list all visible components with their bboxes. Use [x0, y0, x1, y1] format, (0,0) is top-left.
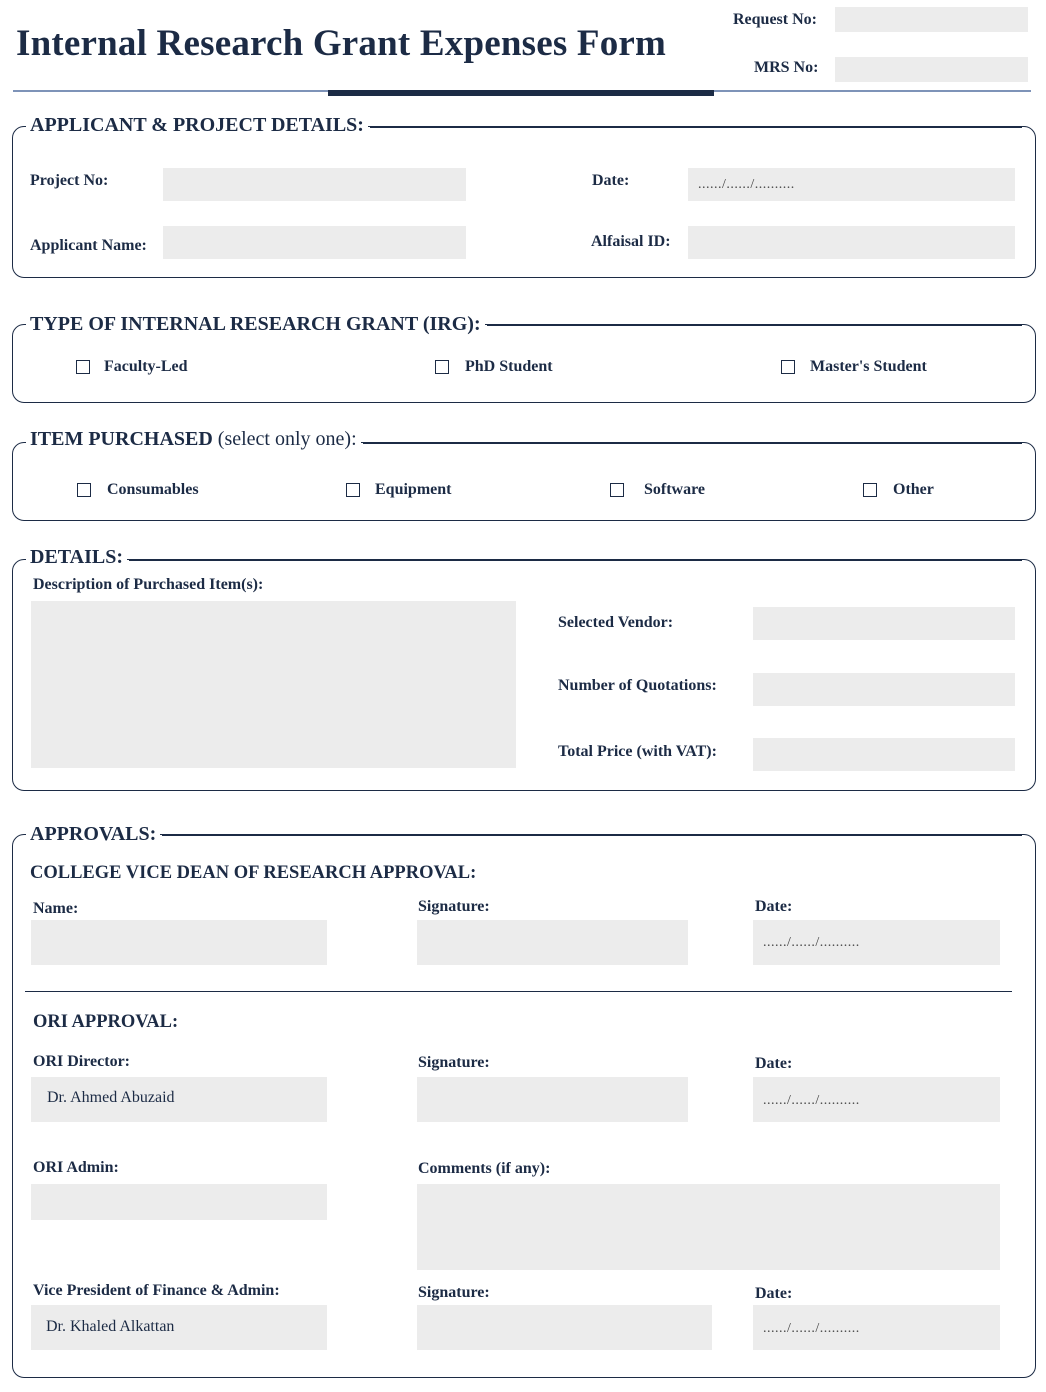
project-date-field[interactable]: [688, 168, 1015, 201]
comments-label: Comments (if any):: [418, 1160, 551, 1177]
quotations-field[interactable]: [753, 673, 1015, 706]
masters-student-checkbox[interactable]: [781, 360, 795, 374]
item-purchased-legend-title: ITEM PURCHASED: [30, 428, 213, 450]
ori-director-date-label: Date:: [755, 1055, 793, 1072]
details-legend: DETAILS:: [26, 546, 127, 569]
faculty-led-label: Faculty-Led: [104, 358, 188, 375]
applicant-section-legend: APPLICANT & PROJECT DETAILS:: [26, 114, 368, 137]
vp-finance-value: Dr. Khaled Alkattan: [46, 1318, 175, 1335]
vice-dean-signature-label: Signature:: [418, 898, 490, 915]
vendor-label: Selected Vendor:: [558, 614, 674, 631]
vice-dean-date-placeholder: ....../....../..........: [763, 935, 860, 950]
approvals-legend-rule: [162, 834, 1022, 836]
ori-director-date-placeholder: ....../....../..........: [763, 1093, 860, 1108]
ori-director-signature-label: Signature:: [418, 1054, 490, 1071]
ori-director-field[interactable]: [31, 1077, 327, 1122]
vice-dean-name-field[interactable]: [31, 920, 327, 965]
description-textarea[interactable]: [31, 601, 516, 768]
ori-admin-field[interactable]: [31, 1184, 327, 1220]
mrs-no-field[interactable]: [835, 57, 1028, 82]
applicant-name-label: Applicant Name:: [30, 237, 147, 254]
vp-finance-label: Vice President of Finance & Admin:: [33, 1282, 280, 1299]
date-placeholder: ....../....../..........: [698, 177, 795, 192]
total-price-label: Total Price (with VAT):: [558, 743, 717, 760]
alfaisal-id-label: Alfaisal ID:: [591, 233, 671, 250]
vp-signature-label: Signature:: [418, 1284, 490, 1301]
date-label: Date:: [592, 172, 630, 189]
ori-approval-heading: ORI APPROVAL:: [33, 1012, 179, 1032]
consumables-label: Consumables: [107, 481, 199, 498]
consumables-checkbox[interactable]: [77, 483, 91, 497]
vp-date-field[interactable]: [753, 1305, 1000, 1350]
alfaisal-id-field[interactable]: [688, 226, 1015, 259]
software-label: Software: [644, 481, 706, 498]
comments-textarea[interactable]: [417, 1184, 1000, 1270]
approvals-legend: APPROVALS:: [26, 823, 160, 846]
other-checkbox[interactable]: [863, 483, 877, 497]
phd-student-checkbox[interactable]: [435, 360, 449, 374]
item-purchased-legend-rule: [363, 442, 1022, 444]
vp-date-placeholder: ....../....../..........: [763, 1321, 860, 1336]
item-purchased-legend: [26, 428, 361, 451]
faculty-led-checkbox[interactable]: [76, 360, 90, 374]
details-legend-rule: [129, 559, 1022, 561]
grant-type-legend: TYPE OF INTERNAL RESEARCH GRANT (IRG):: [26, 313, 485, 336]
request-no-field[interactable]: [835, 7, 1028, 32]
ori-director-label: ORI Director:: [33, 1053, 130, 1070]
vendor-field[interactable]: [753, 607, 1015, 640]
equipment-label: Equipment: [375, 481, 452, 498]
mrs-no-label: MRS No:: [754, 59, 819, 76]
equipment-checkbox[interactable]: [346, 483, 360, 497]
approvals-divider: [25, 991, 1012, 992]
vice-dean-signature-field[interactable]: [417, 920, 688, 965]
vice-dean-heading: COLLEGE VICE DEAN OF RESEARCH APPROVAL:: [30, 863, 477, 883]
total-price-field[interactable]: [753, 738, 1015, 771]
project-no-label: Project No:: [30, 172, 109, 189]
vp-finance-field[interactable]: [31, 1305, 327, 1350]
software-checkbox[interactable]: [610, 483, 624, 497]
description-label: Description of Purchased Item(s):: [33, 576, 264, 593]
ori-director-date-field[interactable]: [753, 1077, 1000, 1122]
vice-dean-date-field[interactable]: [753, 920, 1000, 965]
ori-director-signature-field[interactable]: [417, 1077, 688, 1122]
phd-student-label: PhD Student: [465, 358, 553, 375]
vice-dean-date-label: Date:: [755, 898, 793, 915]
applicant-section-legend-rule: [370, 126, 1022, 128]
masters-student-label: Master's Student: [810, 358, 927, 375]
quotations-label: Number of Quotations:: [558, 677, 717, 694]
ori-director-value: Dr. Ahmed Abuzaid: [47, 1089, 175, 1106]
ori-admin-label: ORI Admin:: [33, 1159, 119, 1176]
applicant-name-field[interactable]: [163, 226, 466, 259]
vp-date-label: Date:: [755, 1285, 793, 1302]
item-purchased-legend-note: (select only one):: [217, 428, 357, 450]
other-label: Other: [893, 481, 934, 498]
form-title: Internal Research Grant Expenses Form: [16, 23, 667, 64]
project-no-field[interactable]: [163, 168, 466, 201]
request-no-label: Request No:: [733, 11, 817, 28]
vice-dean-name-label: Name:: [33, 900, 79, 917]
header-accent-rule: [328, 90, 714, 96]
grant-type-legend-rule: [487, 324, 1022, 326]
vp-signature-field[interactable]: [417, 1305, 712, 1350]
